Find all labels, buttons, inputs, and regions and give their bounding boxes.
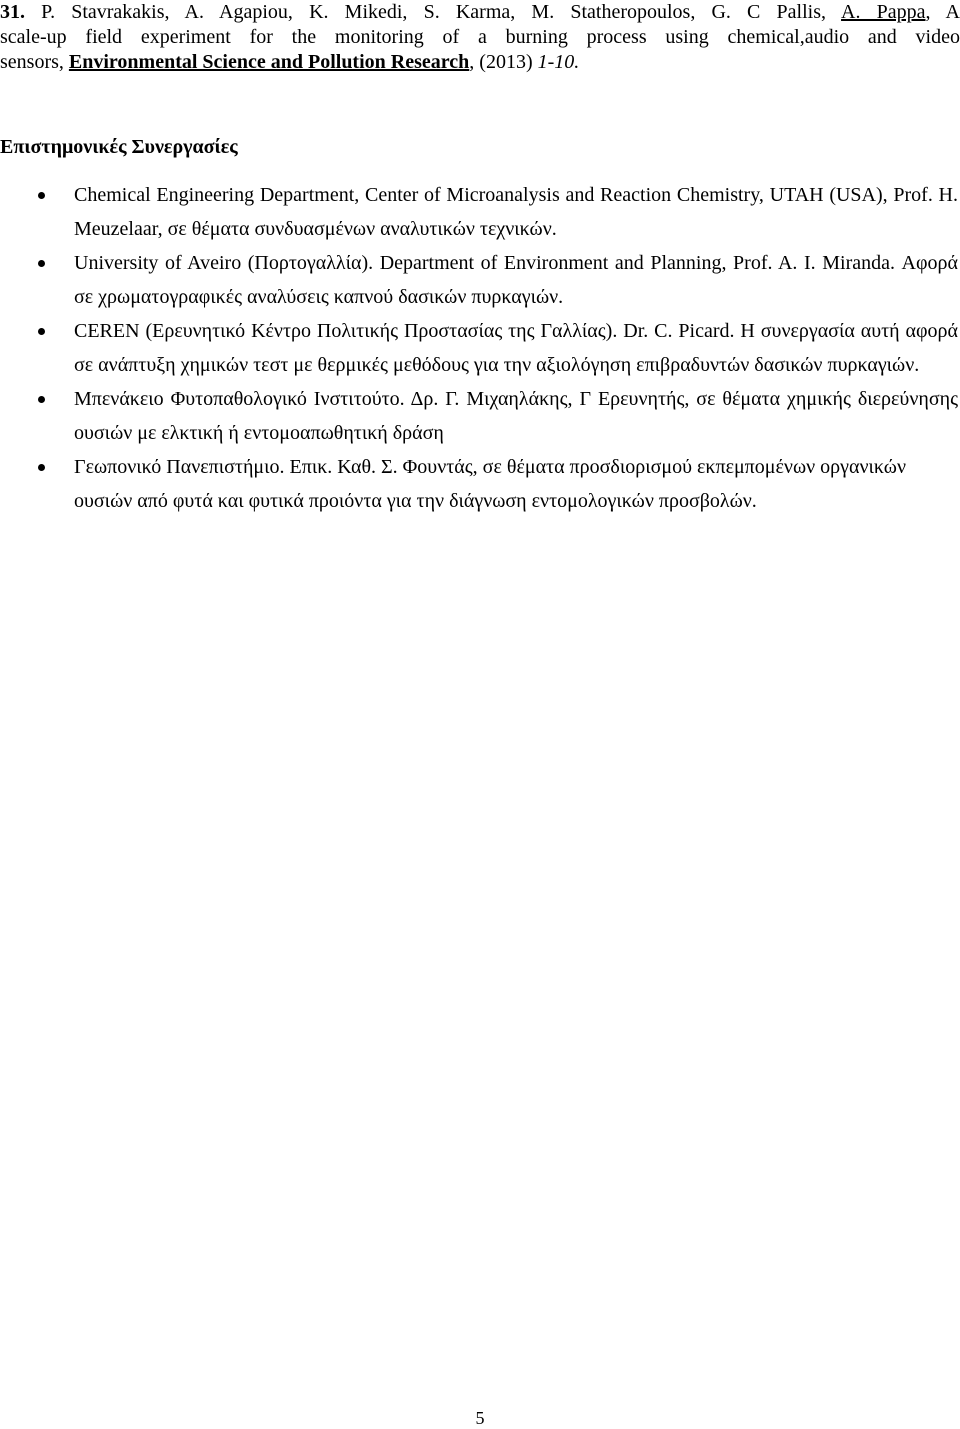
list-item: [0, 314, 958, 382]
bullet-icon: [38, 260, 45, 267]
reference-line3-start: sensors,: [0, 51, 64, 73]
bullet-icon: [38, 192, 45, 199]
bullet-icon: [38, 328, 45, 335]
reference-number: 31.: [0, 1, 25, 23]
list-item: [0, 382, 958, 450]
collaborations-list: [0, 178, 958, 518]
reference-underlined-author: A. Pappa: [841, 1, 926, 23]
reference-line-3: [0, 50, 960, 75]
list-item-text: Μπενάκειο Φυτοπαθολογικό Ινστιτούτο. Δρ. Γ. Μιχαηλάκης, Γ Ερευνητής, σε θέματα χημικής διερεύνησης ουσιών με ελκτική ή εντομοαπωθητική δράση: [74, 388, 958, 444]
list-item-text: CEREN (Ερευνητικό Κέντρο Πολιτικής Προστασίας της Γαλλίας). Dr. C. Picard. Η συνεργασία αυτή αφορά σε ανάπτυξη χημικών τεστ με θερμικές μεθόδους για την αξιολόγηση επιβραδυντών δασικών πυρκαγιών.: [74, 320, 958, 376]
reference-line-1: [0, 0, 960, 25]
list-item-text: University of Aveiro (Πορτογαλλία). Department of Environment and Planning, Prof. A. I. Miranda. Αφορά σε χρωματογραφικές αναλύσεις καπνού δασικών πυρκαγιών.: [74, 252, 958, 308]
list-item: [0, 178, 958, 246]
reference-title-line: scale-up field experiment for the monitoring of a burning process using chemical,audio and video: [0, 26, 960, 48]
bullet-icon: [38, 396, 45, 403]
list-item-text: Chemical Engineering Department, Center of Microanalysis and Reaction Chemistry, UTAH (USA), Prof. H. Meuzelaar, σε θέματα συνδυασμένων αναλυτικών τεχνικών.: [74, 184, 958, 240]
reference-year: , (2013): [469, 51, 533, 73]
publication-reference: [0, 0, 960, 75]
page-number: 5: [475, 1408, 485, 1428]
bullet-icon: [38, 464, 45, 471]
reference-line1-tail: , A: [925, 1, 960, 23]
list-item: [0, 246, 958, 314]
reference-journal: Environmental Science and Pollution Research: [68, 51, 470, 73]
list-item: [0, 450, 958, 518]
reference-authors: P. Stavrakakis, A. Agapiou, K. Mikedi, S. Karma, M. Statheropoulos, G. C Pallis,: [41, 1, 826, 23]
reference-pages: 1-10.: [537, 51, 580, 73]
section-heading: Επιστημονικές Συνεργασίες: [0, 136, 238, 158]
list-item-text: Γεωπονικό Πανεπιστήμιο. Επικ. Καθ. Σ. Φουντάς, σε θέματα προσδιορισμού εκπεμπομένων οργανικών ουσιών από φυτά και φυτικά προιόντα για την διάγνωση εντομολογικών προσβολών.: [74, 456, 906, 512]
